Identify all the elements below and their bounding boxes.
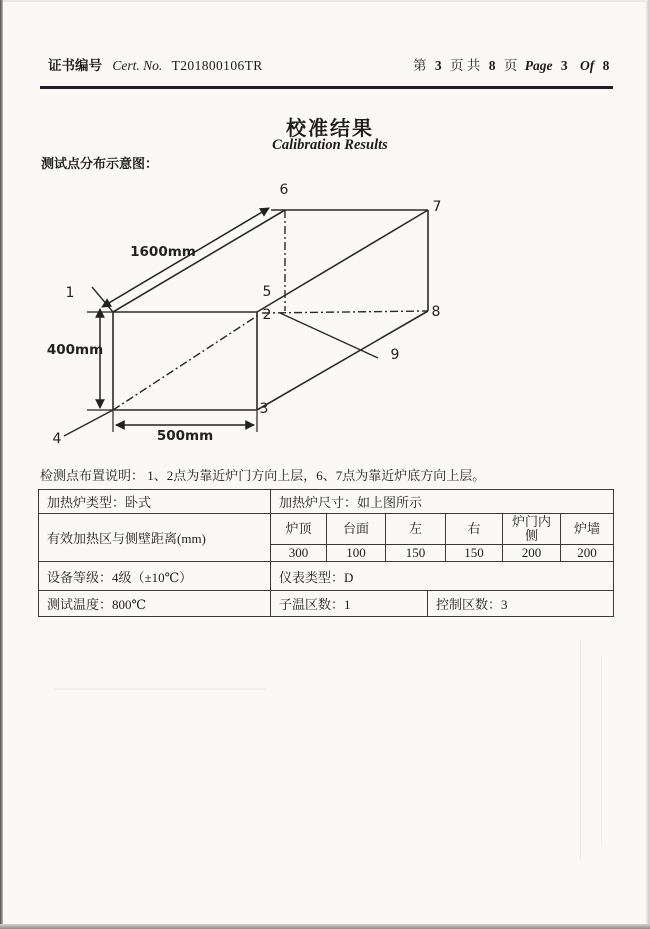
page-title: 校准结果 (286, 118, 374, 140)
point-label-8: 8 (431, 304, 441, 320)
instrument-type-cell: 仪表类型：D (279, 569, 354, 585)
page-edge-left (0, 0, 3, 929)
box-front-face (113, 312, 257, 410)
dimension-length-label: 1600mm (130, 244, 196, 260)
table-row-grade (39, 562, 613, 591)
point-label-7: 7 (432, 199, 442, 215)
page-cn-prefix: 第 (413, 58, 427, 73)
page-title-english: Calibration Results (272, 137, 388, 153)
page-edge-top (0, 0, 650, 2)
zone-col-table: 台面 (327, 514, 386, 544)
zone-label-cell: 有效加热区与侧壁距离(mm) (39, 514, 271, 561)
scan-artifact (580, 640, 581, 860)
point-label-3: 3 (259, 401, 269, 417)
zone-col-top: 炉顶 (271, 514, 327, 544)
zone-value-wall: 200 (577, 545, 597, 560)
sub-zone-count-cell: 子温区数：1 (271, 591, 428, 616)
page-edge-right (645, 0, 650, 929)
zone-col-wall: 炉墙 (573, 521, 600, 536)
header-rule (40, 86, 613, 89)
box-hidden-edge-diagonal (113, 314, 260, 410)
page-en-number: 3 (560, 58, 568, 73)
cert-label-cn: 证书编号 (48, 58, 102, 73)
box-edge-top-left-depth (113, 210, 285, 312)
zone-value-door: 200 (503, 545, 561, 561)
scan-artifact (601, 655, 602, 845)
page-en-total: 8 (602, 58, 610, 73)
cert-number: T201800106TR (171, 58, 263, 73)
furnace-type-cell: 加热炉类型：卧式 (39, 490, 271, 513)
table-row-temperature (39, 591, 613, 616)
point-label-9: 9 (390, 347, 400, 363)
table-row-zone-distances (39, 514, 613, 562)
control-zone-count-cell: 控制区数：3 (436, 597, 508, 612)
page-en-label: Page (524, 58, 553, 73)
table-row-furnace (39, 490, 613, 514)
point-label-2: 2 (262, 307, 272, 323)
zone-col-door: 炉门内侧 (503, 514, 561, 544)
point-label-1: 1 (65, 285, 75, 301)
dimension-height-label: 400mm (46, 342, 104, 358)
box-edge-top-right-depth (257, 210, 428, 312)
box-edge-bottom-right-depth (257, 311, 428, 410)
scan-artifact (55, 688, 265, 690)
zone-value-top: 300 (271, 545, 327, 561)
page-en-of: Of (580, 58, 595, 73)
page-cn-mid: 页 共 (450, 58, 481, 73)
zone-col-right: 右 (446, 514, 503, 544)
page-cn-suffix: 页 (503, 58, 518, 73)
diagram-caption: 测试点分布示意图： (41, 156, 159, 171)
point-label-4: 4 (52, 431, 62, 447)
test-point-diagram (40, 180, 470, 470)
zone-value-right: 150 (446, 545, 503, 561)
zone-value-table: 100 (327, 545, 386, 561)
point-layout-note: 检测点布置说明： 1、2点为靠近炉门方向上层，6、7点为靠近炉底方向上层。 (40, 468, 486, 483)
point-label-6: 6 (279, 182, 289, 198)
page-total: 8 (488, 58, 496, 73)
cert-label-en: Cert. No. (112, 58, 163, 73)
furnace-size-cell: 加热炉尺寸：如上图所示 (279, 495, 423, 510)
certificate-number-line (48, 54, 263, 74)
point-label-5: 5 (262, 284, 272, 300)
zone-col-left: 左 (386, 514, 446, 544)
test-temperature-cell: 测试温度：800℃ (39, 591, 271, 616)
dimension-width-label: 500mm (156, 428, 214, 444)
page-edge-bottom (0, 924, 650, 929)
box-hidden-edge-bottom-back (262, 311, 428, 313)
device-grade-cell: 设备等级：4级（±10℃） (39, 562, 271, 590)
leader-point-1 (92, 287, 113, 312)
leader-point-9 (280, 313, 378, 358)
leader-point-4 (64, 410, 113, 436)
page-number: 3 (434, 58, 442, 73)
zone-value-left: 150 (386, 545, 446, 561)
page-number-line (413, 54, 614, 74)
parameters-table (38, 489, 614, 617)
